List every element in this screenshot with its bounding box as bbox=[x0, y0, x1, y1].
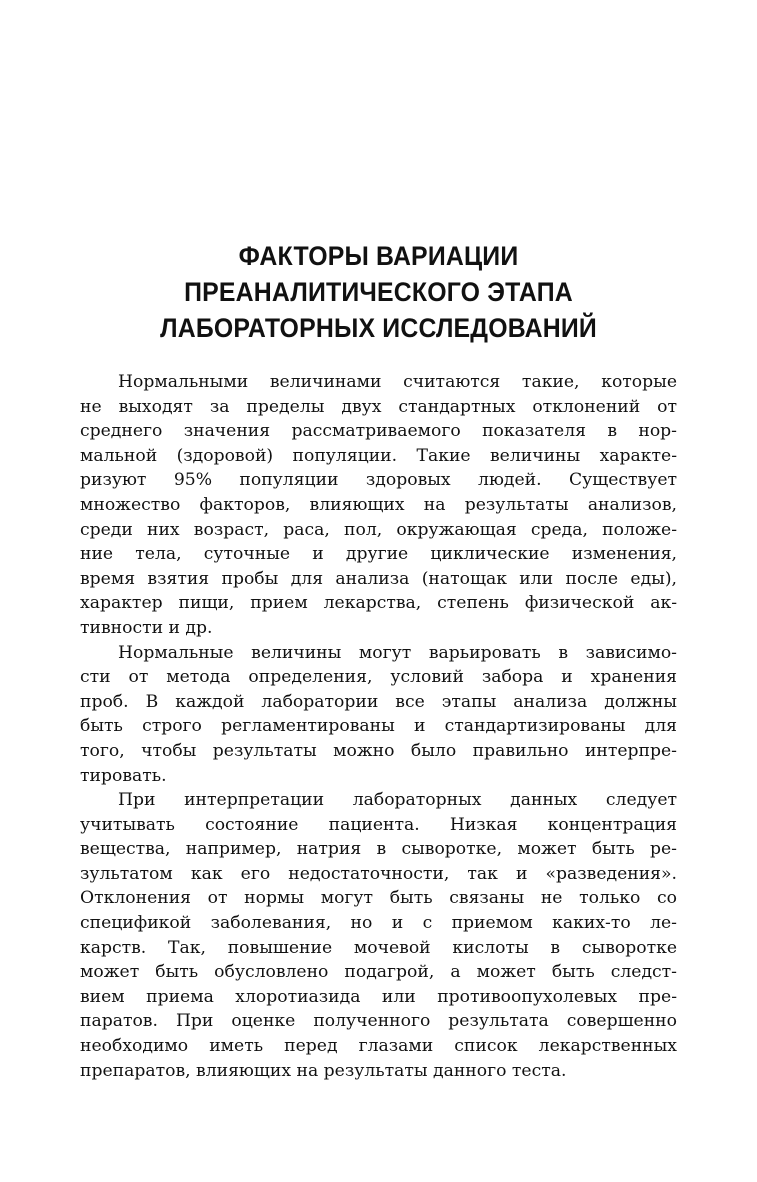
chapter-body bbox=[80, 370, 677, 1083]
text-line: того, чтобы результаты можно было правильно интерпре- bbox=[80, 740, 677, 761]
chapter-title-line: ЛАБОРАТОРНЫХ ИССЛЕДОВАНИЙ bbox=[160, 313, 597, 343]
paragraph-method-variation bbox=[80, 641, 677, 789]
paragraph-normal-values bbox=[80, 370, 677, 641]
text-line: карств. Так, повышение мочевой кислоты в сыворотке bbox=[80, 937, 677, 958]
text-line: Нормальные величины могут варьировать в зависимо- bbox=[118, 642, 677, 663]
text-line: необходимо иметь перед глазами список лекарственных bbox=[80, 1036, 677, 1057]
text-line: При интерпретации лабораторных данных следует bbox=[118, 790, 677, 811]
text-line: среднего значения рассматриваемого показателя в нор- bbox=[80, 421, 677, 442]
text-line: паратов. При оценке полученного результата совершенно bbox=[80, 1011, 677, 1032]
paragraph-interpretation bbox=[80, 788, 677, 1083]
text-line: время взятия пробы для анализа (натощак или после еды), bbox=[80, 568, 677, 589]
text-line: Нормальными величинами считаются такие, которые bbox=[118, 372, 677, 392]
chapter-title-line: ФАКТОРЫ ВАРИАЦИИ bbox=[238, 241, 519, 271]
text-line: может быть обусловлено подагрой, а может быть следст- bbox=[80, 962, 677, 983]
text-line: характер пищи, прием лекарства, степень физической ак- bbox=[80, 593, 677, 614]
text-line: зультатом как его недостаточности, так и «разведения». bbox=[80, 863, 677, 884]
text-line: вием приема хлоротиазида или противоопухолевых пре- bbox=[80, 986, 677, 1007]
text-line: мальной (здоровой) популяции. Такие величины характе- bbox=[80, 445, 677, 466]
text-line: не выходят за пределы двух стандартных отклонений от bbox=[80, 396, 677, 417]
text-line: тировать. bbox=[80, 765, 167, 786]
text-line: ризуют 95% популяции здоровых людей. Существует bbox=[80, 470, 677, 491]
chapter-title bbox=[104, 238, 653, 346]
text-line: спецификой заболевания, но и с приемом каких-то ле- bbox=[80, 913, 677, 934]
text-line: среди них возраст, раса, пол, окружающая среда, положе- bbox=[80, 519, 677, 540]
text-line: проб. В каждой лаборатории все этапы анализа должны bbox=[80, 691, 677, 712]
chapter-title-line: ПРЕАНАЛИТИЧЕСКОГО ЭТАПА bbox=[184, 277, 573, 307]
text-line: сти от метода определения, условий забора и хранения bbox=[80, 667, 677, 688]
text-line: вещества, например, натрия в сыворотке, может быть ре- bbox=[80, 839, 677, 860]
text-line: ние тела, суточные и другие циклические изменения, bbox=[80, 544, 677, 565]
text-line: множество факторов, влияющих на результаты анализов, bbox=[80, 494, 677, 515]
text-line: учитывать состояние пациента. Низкая концентрация bbox=[80, 814, 677, 835]
text-line: Отклонения от нормы могут быть связаны не только со bbox=[80, 888, 677, 909]
text-line: быть строго регламентированы и стандартизированы для bbox=[80, 716, 677, 737]
text-line: препаратов, влияющих на результаты данного теста. bbox=[80, 1060, 567, 1081]
text-line: тивности и др. bbox=[80, 617, 213, 638]
